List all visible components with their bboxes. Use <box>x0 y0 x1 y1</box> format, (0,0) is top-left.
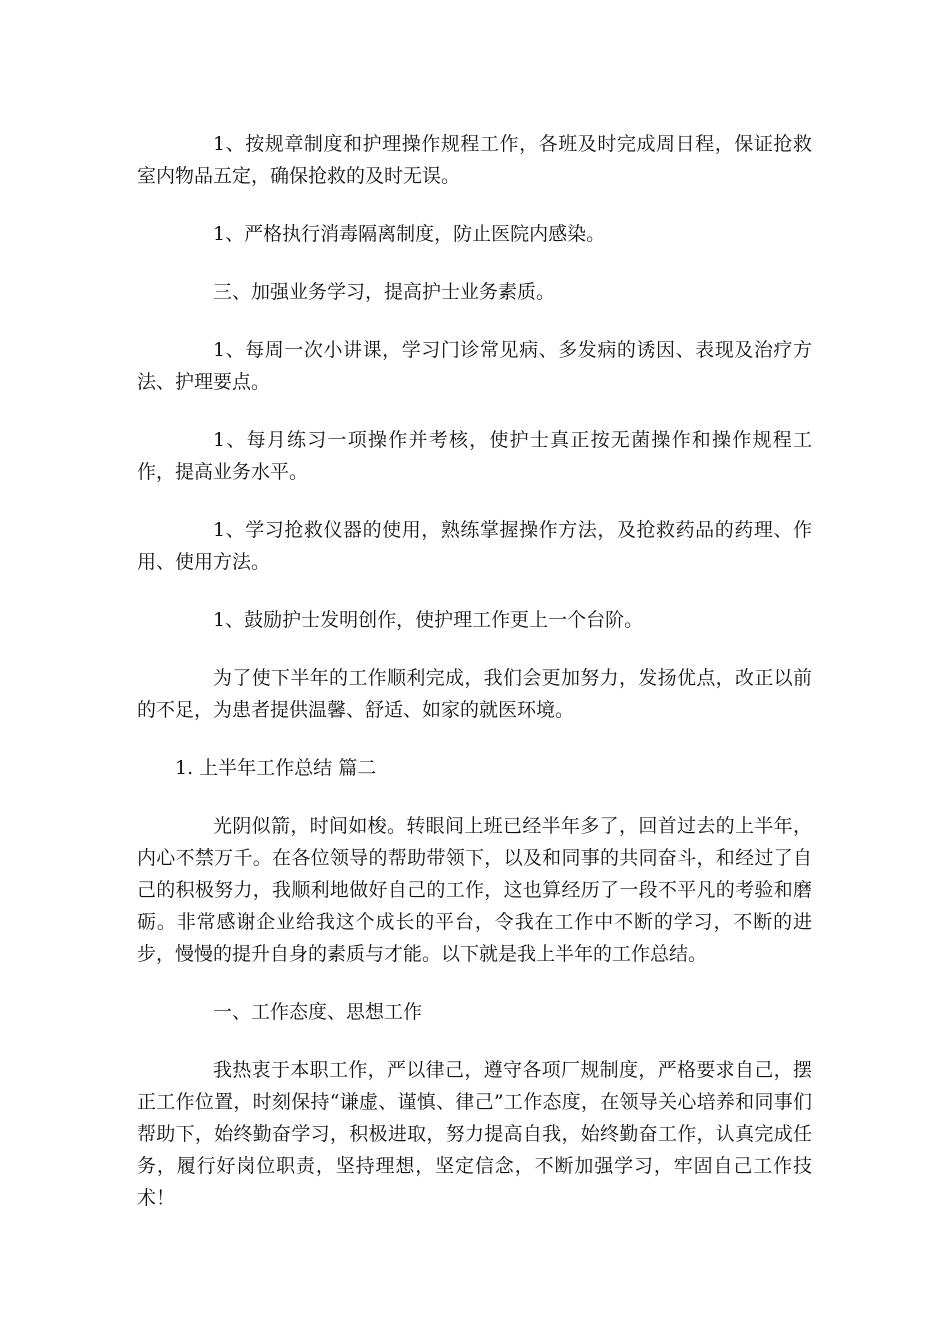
paragraph-second-half-goal: 为了使下半年的工作顺利完成，我们会更加努力，发扬优点，改正以前的不足，为患者提供温馨、舒适、如家的就医环境。 <box>137 667 812 721</box>
paragraph-rescue-equipment: 1、学习抢救仪器的使用，熟练掌握操作方法，及抢救药品的药理、作用、使用方法。 <box>137 519 812 573</box>
document-body <box>137 128 812 1240</box>
paragraph-weekly-lecture: 1、每周一次小讲课，学习门诊常见病、多发病的诱因、表现及治疗方法、护理要点。 <box>137 339 812 393</box>
paragraph-intro-part-two: 光阴似箭，时间如梭。转眼间上班已经半年多了，回首过去的上半年，内心不禁万千。在各位领导的帮助带领下，以及和同事的共同奋斗，和经过了自己的积极努力，我顺利地做好自己的工作，这也算经历了一段不平凡的考验和磨砺。非常感谢企业给我这个成长的平台，令我在工作中不断的学习，不断的进步，慢慢的提升自身的素质与才能。以下就是我上半年的工作总结。 <box>137 815 812 965</box>
paragraph-innovation: 1、鼓励护士发明创作，使护理工作更上一个台阶。 <box>213 609 644 631</box>
section-heading-attitude: 一、工作态度、思想工作 <box>213 1001 423 1023</box>
paragraph-rescue-room-rules: 1、按规章制度和护理操作规程工作，各班及时完成周日程，保证抢救室内物品五定，确保抢救的及时无误。 <box>137 133 812 187</box>
paragraph-monthly-practice: 1、每月练习一项操作并考核，使护士真正按无菌操作和操作规程工作，提高业务水平。 <box>137 429 812 483</box>
paragraph-attitude: 我热衷于本职工作，严以律己，遵守各项厂规制度，严格要求自己，摆正工作位置，时刻保持“谦虚、谨慎、律己”工作态度，在领导关心培养和同事们帮助下，始终勤奋学习，积极进取，努力提高自我，始终勤奋工作，认真完成任务，履行好岗位职责，坚持理想，坚定信念，不断加强学习，牢固自己工作技术！ <box>137 1059 812 1209</box>
section-heading-study: 三、加强业务学习，提高护士业务素质。 <box>213 281 556 303</box>
section-heading-part-two: 1. 上半年工作总结 篇二 <box>175 757 377 779</box>
paragraph-disinfection: 1、严格执行消毒隔离制度，防止医院内感染。 <box>213 223 606 245</box>
